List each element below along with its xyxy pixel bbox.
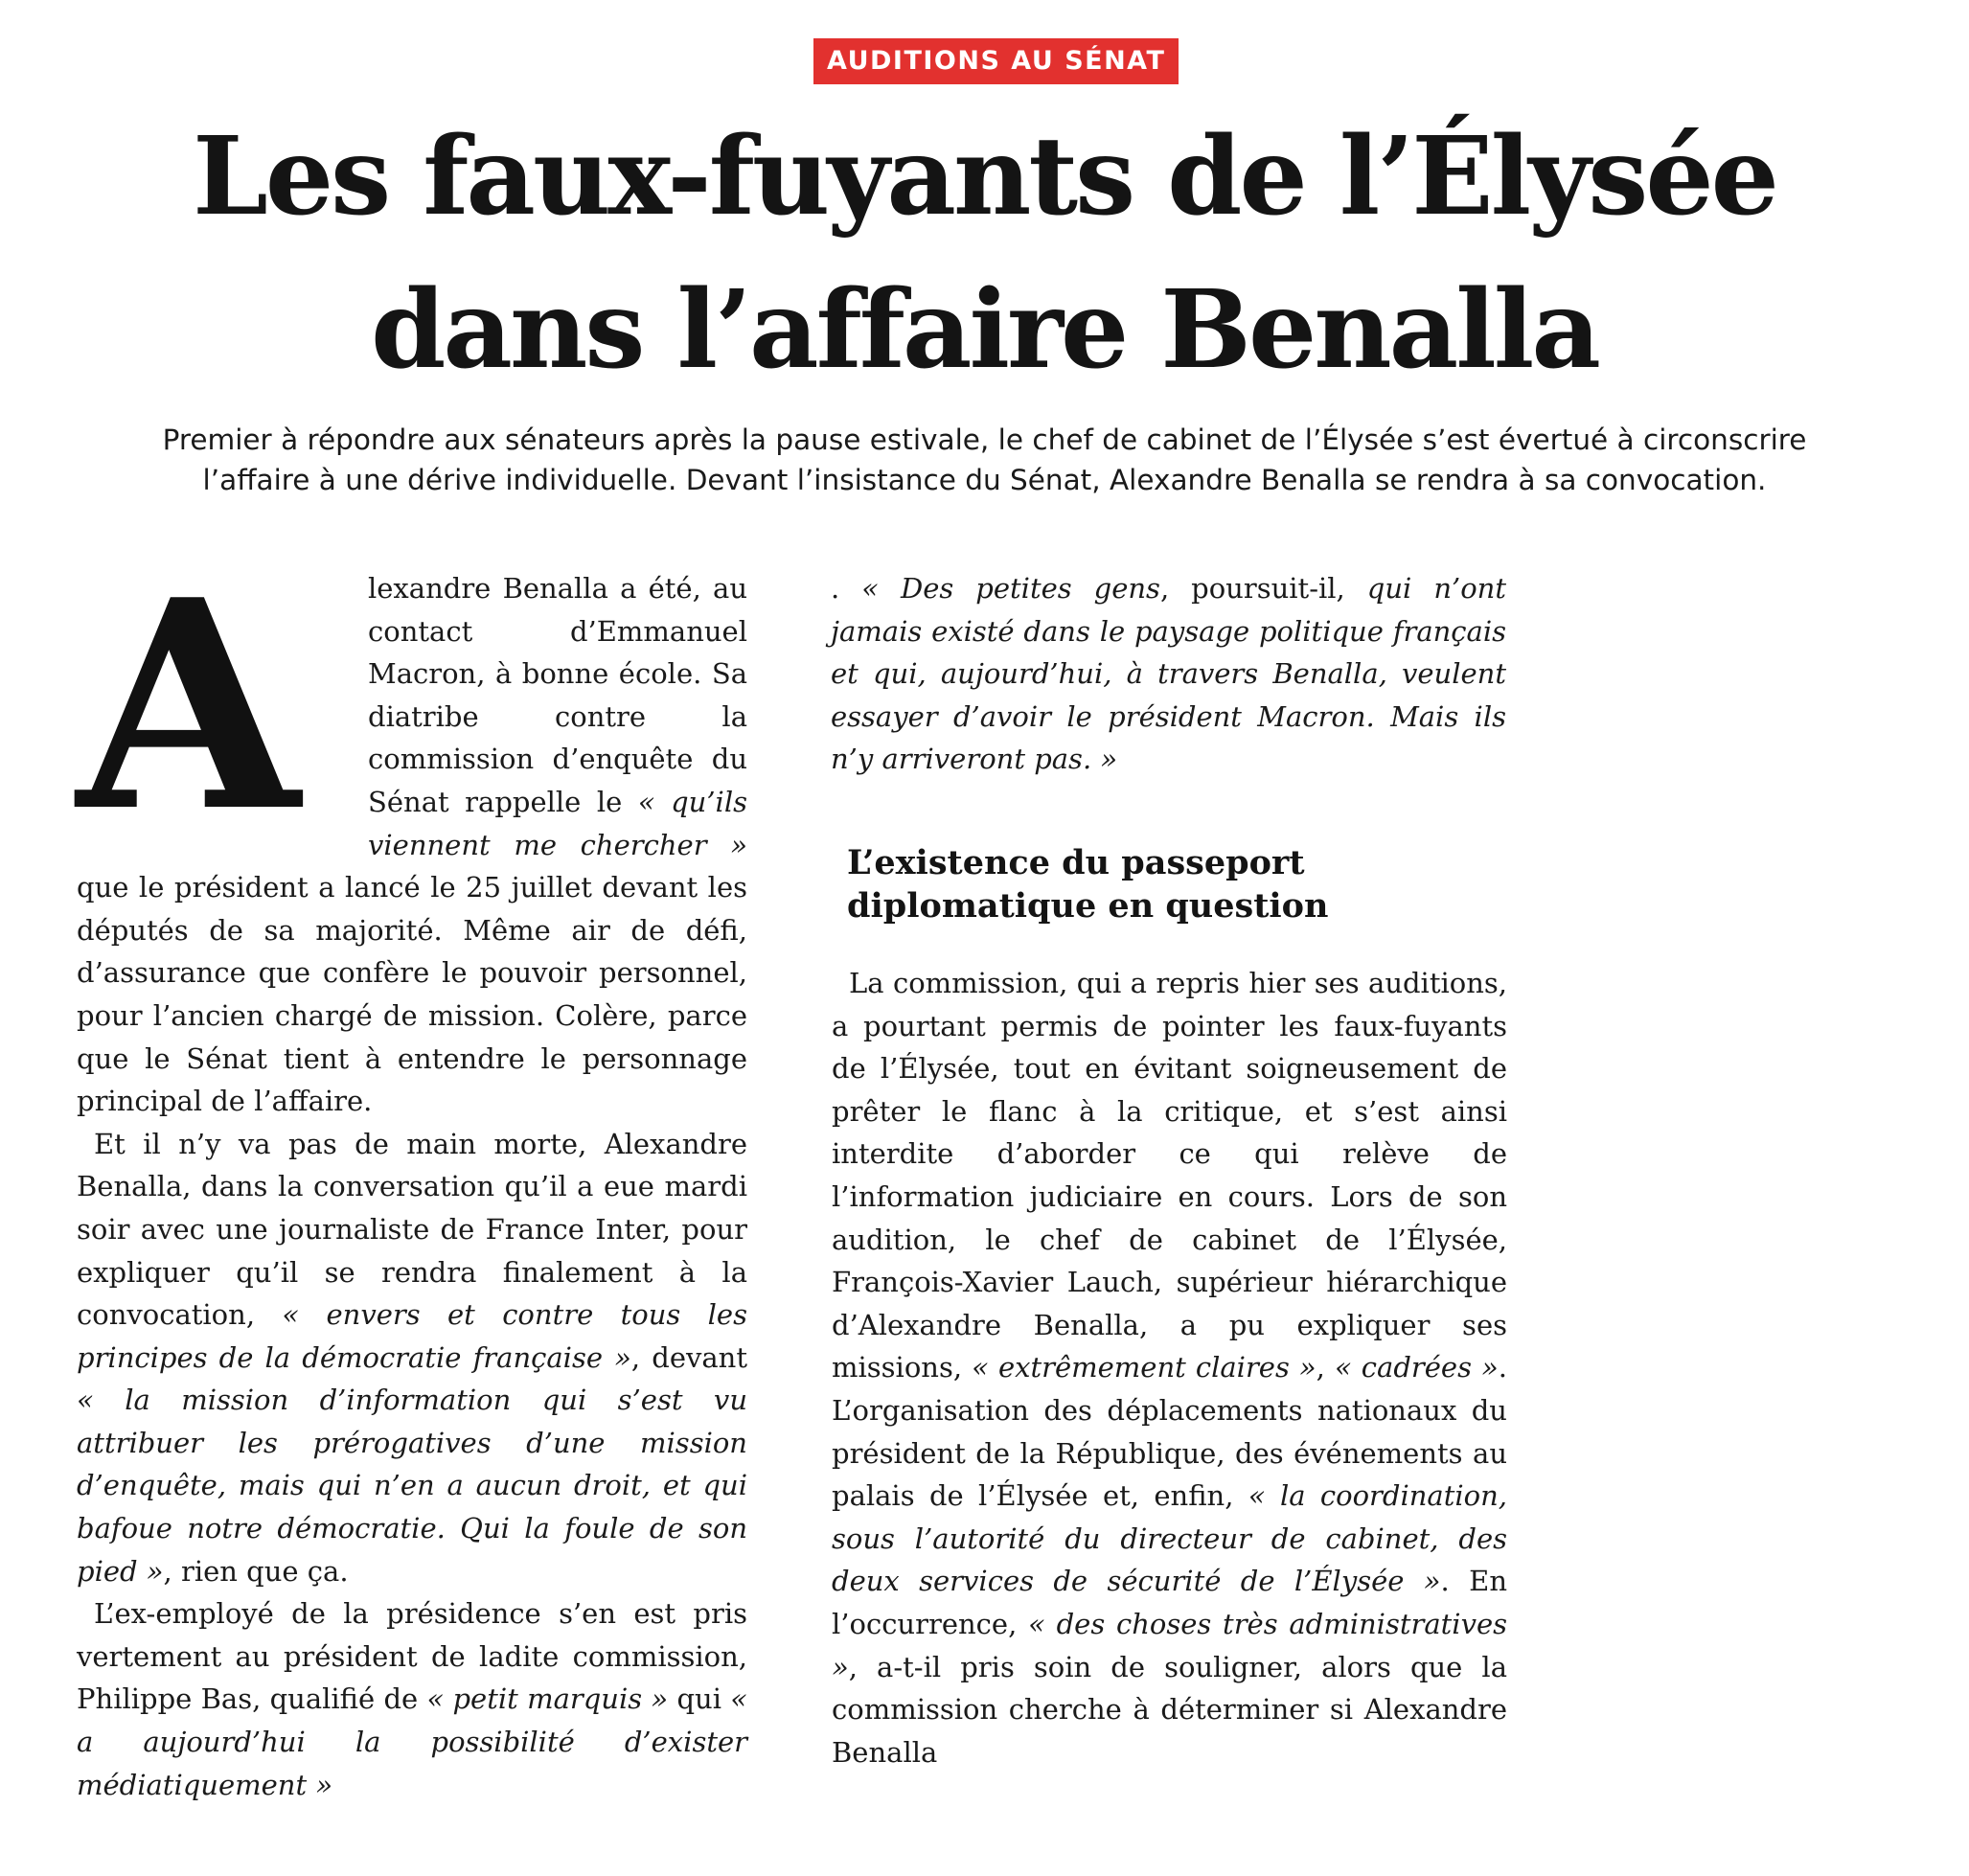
headline-line-2: dans l’affaire Benalla bbox=[371, 267, 1598, 393]
paragraph-3-continued bbox=[831, 567, 1506, 781]
standfirst-line-2: l’affaire à une dérive individuelle. Devant l’insistance du Sénat, Alexandre Benalla se rendra à sa convocation. bbox=[202, 464, 1767, 496]
paragraph-1-text-a: lexandre Benalla a été, au contact d’Emmanuel Macron, à bonne école. Sa diatribe contre la commission d’enquête du Sénat rappelle le bbox=[368, 572, 747, 818]
paragraph-3-text-e: . bbox=[831, 572, 862, 605]
paragraph-2-text-e: , rien que ça. bbox=[163, 1554, 349, 1588]
paragraph-4-quote-2: « cadrées » bbox=[1334, 1351, 1499, 1384]
subheading-line-2: diplomatique en question bbox=[847, 886, 1329, 926]
paragraph-1-quote: « qu’ils viennent me chercher » bbox=[368, 785, 747, 861]
headline-line-1: Les faux-fuyants de l’Élysée bbox=[193, 114, 1776, 240]
paragraph-4-quote-4: « des choses très administratives » bbox=[832, 1607, 1507, 1683]
standfirst-line-1: Premier à répondre aux sénateurs après la pause estivale, le chef de cabinet de l’Élysée s’est évertué à circonscrire bbox=[162, 423, 1807, 456]
paragraph-4 bbox=[832, 962, 1507, 1773]
paragraph-2-quote-2: « la mission d’information qui s’est vu attribuer les prérogatives d’une mission d’enquête, mais qui n’en a aucun droit, et qui bafoue notre démocratie. Qui la foule de son pied » bbox=[77, 1384, 747, 1588]
paragraph-3-quote-3: « Des petites gens bbox=[861, 572, 1160, 605]
paragraph-3-quote-4: qui n’ont jamais existé dans le paysage politique français et qui, aujourd’hui, à travers Benalla, veulent essayer d’avoir le président Macron. Mais ils n’y arriveront pas. » bbox=[831, 572, 1507, 776]
headline bbox=[57, 101, 1912, 407]
paragraph-4-quote-3: « la coordination, sous l’autorité du directeur de cabinet, des deux services de sécurité de l’Élysée » bbox=[832, 1479, 1507, 1598]
section-kicker: AUDITIONS AU SÉNAT bbox=[813, 38, 1179, 84]
paragraph-4-text-a: La commission, qui a repris hier ses auditions, a pourtant permis de pointer les faux-fuyants de l’Élysée, tout en évitant soigneusement de prêter le flanc à la critique, et s’est ainsi interdite d’aborder ce qui relève de l’information judiciaire en cours. Lors de son audition, le chef de cabinet de l’Élysée, François-Xavier Lauch, supérieur hiérarchique d’Alexandre Benalla, a pu expliquer ses missions, bbox=[832, 967, 1507, 1384]
article-column-right-top bbox=[831, 567, 1506, 781]
paragraph-4-text-g: . En l’occurrence, bbox=[832, 1565, 1507, 1640]
paragraph-2-text-c: , devant bbox=[630, 1340, 747, 1374]
paragraph-3 bbox=[77, 1592, 747, 1806]
subheading-line-1: L’existence du passeport bbox=[847, 843, 1305, 882]
paragraph-2 bbox=[77, 1123, 747, 1593]
article-column-left bbox=[77, 537, 748, 1806]
standfirst bbox=[57, 420, 1912, 500]
paragraph-2-text-a: Et il n’y va pas de main morte, Alexandre Benalla, dans la conversation qu’il a eue mardi soir avec une journaliste de France Inter, pour expliquer qu’il se rendra finalement à la convocation, bbox=[77, 1127, 747, 1332]
subheading bbox=[847, 841, 1441, 927]
article-column-right-bottom bbox=[832, 962, 1507, 1773]
paragraph-4-quote-1: « extrêmement claires » bbox=[972, 1351, 1316, 1384]
paragraph-1-text-c: que le président a lancé le 25 juillet devant les députés de sa majorité. Même air de défi, d’assurance que confère le pouvoir personnel, pour l’ancien chargé de mission. Colère, parce que le Sénat tient à entendre le personnage principal de l’affaire. bbox=[77, 871, 747, 1118]
paragraph-4-text-i: , a-t-il pris soin de souligner, alors que la commission cherche à déterminer si Alexandre Benalla bbox=[832, 1650, 1507, 1769]
paragraph-3-text-a: L’ex-employé de la présidence s’en est pris vertement au président de ladite commission, Philippe Bas, qualifié de bbox=[77, 1597, 747, 1716]
paragraph-4-text-e: . L’organisation des déplacements nationaux du président de la République, des événements au palais de l’Élysée et, enfin, bbox=[832, 1351, 1507, 1513]
paragraph-2-quote-1: « envers et contre tous les principes de la démocratie française » bbox=[77, 1298, 747, 1374]
paragraph-3-text-g: , poursuit-il, bbox=[1159, 572, 1367, 605]
paragraph-4-text-c: , bbox=[1316, 1351, 1335, 1384]
paragraph-3-quote-2: « a aujourd’hui la possibilité d’exister médiatiquement » bbox=[77, 1682, 748, 1801]
paragraph-3-quote-1: « petit marquis » bbox=[426, 1682, 669, 1716]
drop-cap: A bbox=[77, 537, 300, 875]
paragraph-3-text-c: qui bbox=[668, 1682, 731, 1716]
